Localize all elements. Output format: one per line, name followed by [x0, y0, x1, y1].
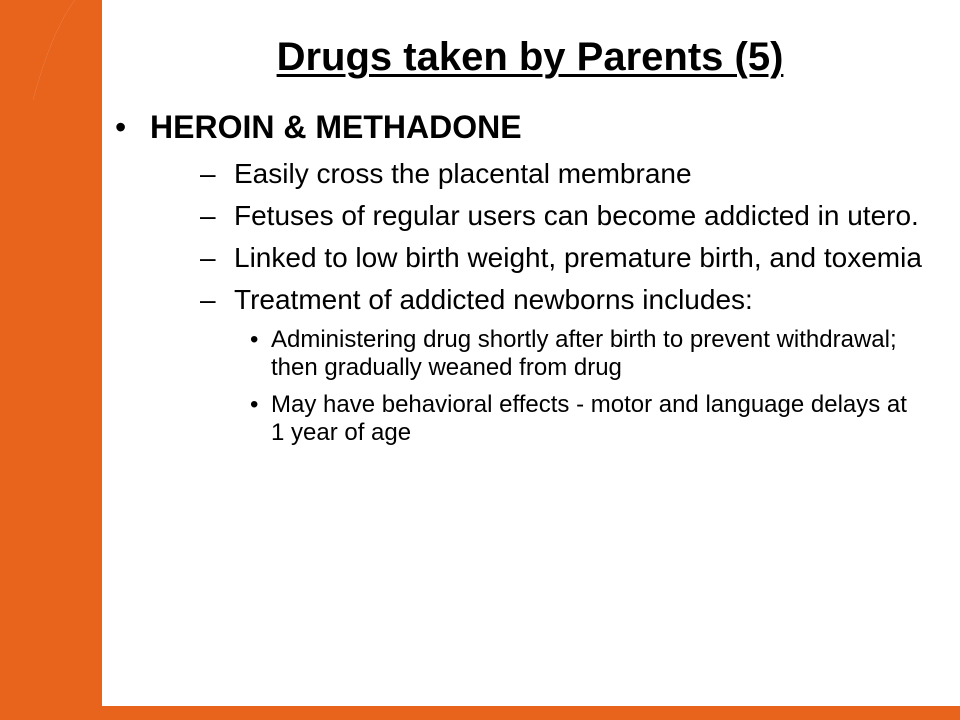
bullet-icon: •	[250, 390, 259, 418]
sub-point-placenta	[150, 158, 922, 191]
sub-point-text: Linked to low birth weight, premature birth, and toxemia	[234, 241, 922, 273]
bullet-icon: •	[115, 109, 127, 145]
sub-point-addiction	[150, 200, 922, 233]
main-bullet-text: HEROIN & METHADONE	[150, 109, 522, 145]
dash-icon: –	[200, 158, 216, 190]
main-bullet-heroin-methadone	[112, 108, 922, 447]
treatment-item-administering	[150, 326, 922, 382]
slide-content	[112, 108, 922, 447]
sub-point-birth-outcomes	[150, 242, 922, 275]
dash-icon: –	[200, 241, 216, 273]
slide-title: Drugs taken by Parents (5)	[276, 35, 784, 79]
sub-point-text: Easily cross the placental membrane	[234, 158, 692, 190]
orange-inner-panel	[33, 0, 102, 720]
sub-point-text: Treatment of addicted newborns includes:	[234, 283, 753, 315]
treatment-items-list	[150, 326, 922, 446]
bullet-icon: •	[250, 326, 259, 354]
orange-bottom-band	[102, 706, 960, 720]
sub-point-text: Fetuses of regular users can become addicted in utero.	[234, 200, 919, 232]
dash-icon: –	[200, 200, 216, 232]
dash-icon: –	[200, 283, 216, 315]
treatment-item-text: May have behavioral effects - motor and language delays at 1 year of age	[271, 390, 907, 446]
sub-points-list	[150, 158, 922, 446]
treatment-item-text: Administering drug shortly after birth to prevent withdrawal; then gradually weaned from drug	[271, 326, 897, 382]
sub-point-treatment	[150, 284, 922, 447]
treatment-item-behavioral	[150, 391, 922, 447]
